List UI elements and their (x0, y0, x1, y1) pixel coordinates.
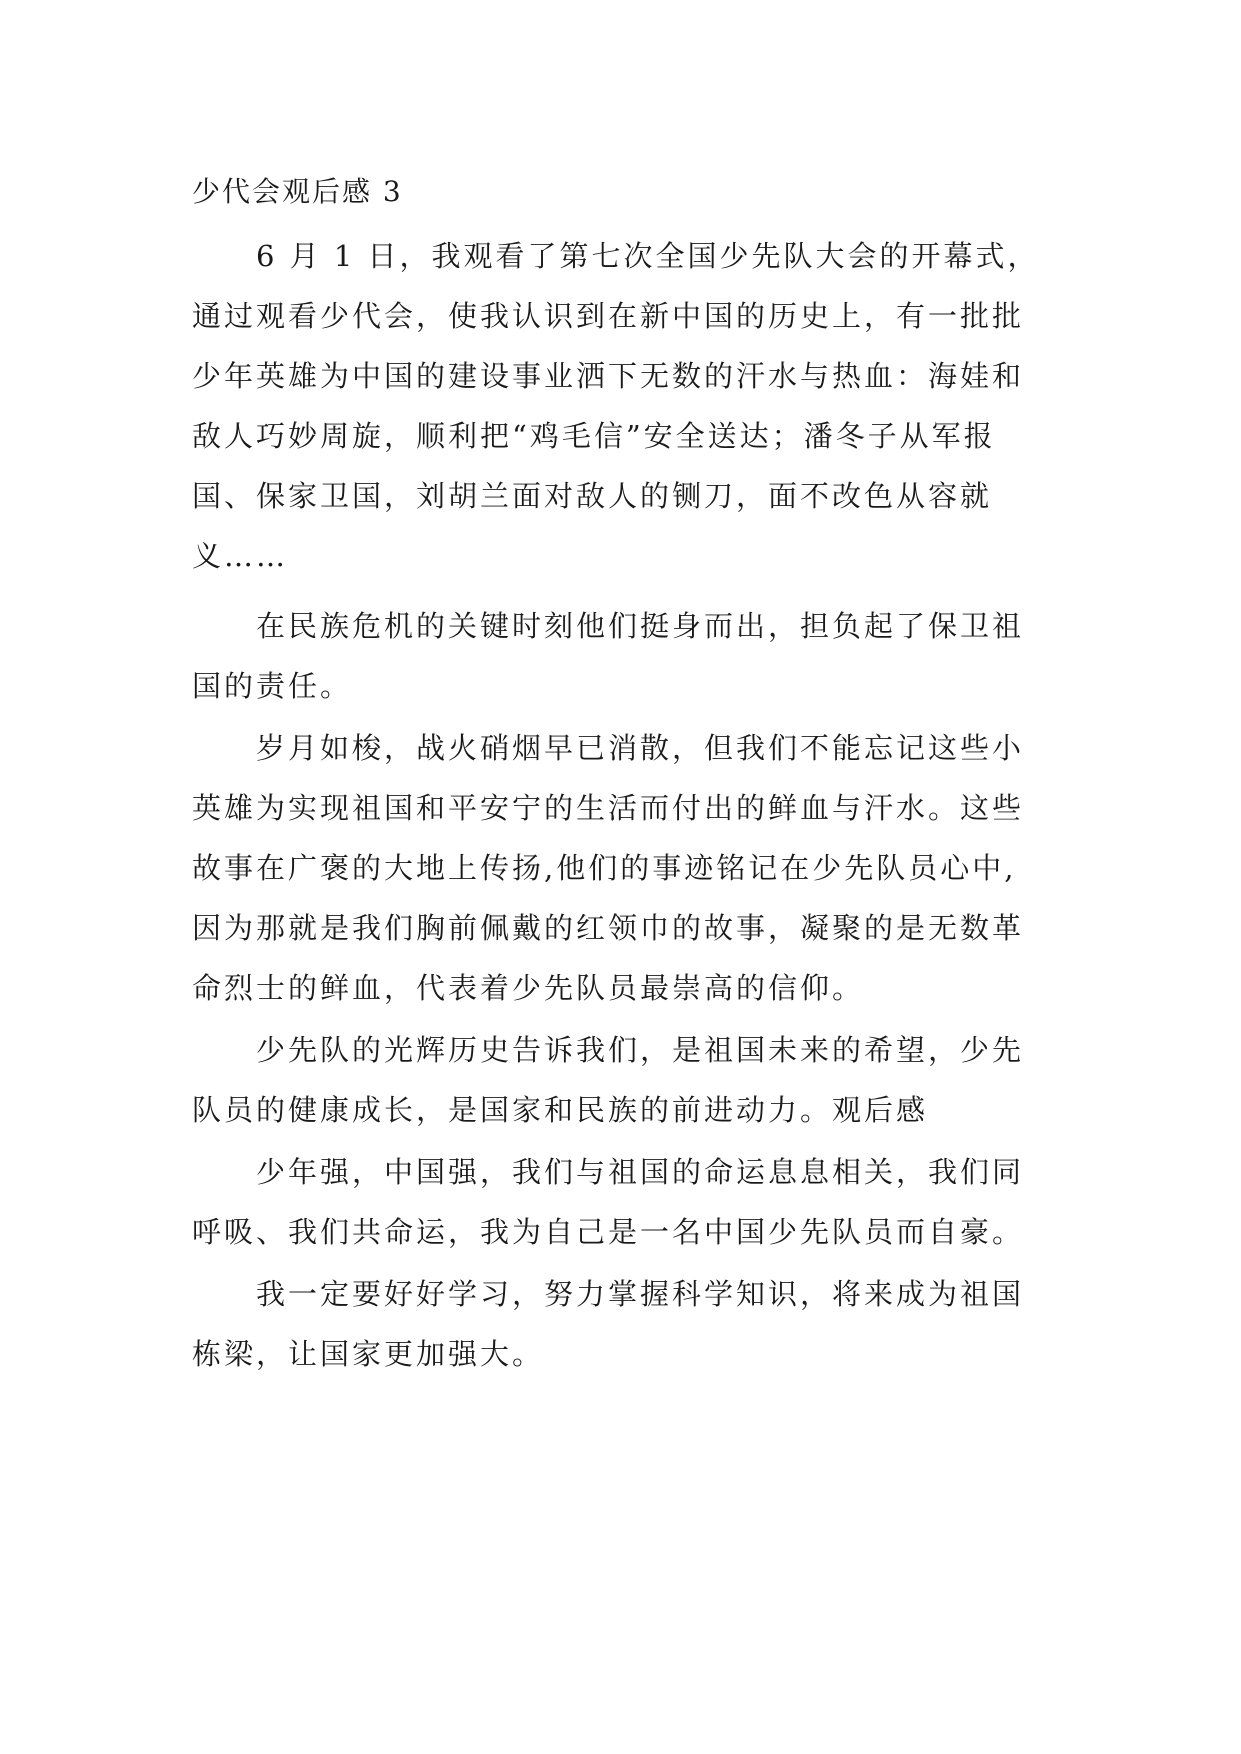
paragraph-line: 6 月 1 日，我观看了第七次全国少先队大会的开幕式， (256, 239, 1040, 273)
paragraph-3 (192, 718, 1052, 1018)
paragraph-1 (192, 226, 1052, 586)
paragraph-line: 栋梁，让国家更加强大。 (192, 1337, 545, 1371)
paragraph-line: 少年强，中国强，我们与祖国的命运息息相关，我们同 (256, 1155, 1025, 1189)
paragraph-line: 英雄为实现祖国和平安宁的生活而付出的鲜血与汗水。这些 (192, 791, 1025, 825)
paragraph-line: 我一定要好好学习，努力掌握科学知识，将来成为祖国 (256, 1277, 1025, 1311)
paragraph-line: 少年英雄为中国的建设事业洒下无数的汗水与热血：海娃和 (192, 359, 1025, 393)
paragraph-line: 在民族危机的关键时刻他们挺身而出，担负起了保卫祖 (256, 609, 1025, 643)
paragraph-line: 少先队的光辉历史告诉我们，是祖国未来的希望，少先 (256, 1033, 1025, 1067)
document-title: 少代会观后感 3 (192, 175, 403, 208)
paragraph-line: 国、保家卫国，刘胡兰面对敌人的铡刀，面不改色从容就 (192, 479, 993, 513)
document-body (192, 160, 1052, 1384)
paragraph-line: 敌人巧妙周旋，顺利把“鸡毛信”安全送达；潘冬子从军报 (192, 419, 996, 453)
paragraph-line: 命烈士的鲜血，代表着少先队员最崇高的信仰。 (192, 971, 865, 1005)
paragraph-line: 队员的健康成长，是国家和民族的前进动力。观后感 (192, 1093, 929, 1127)
paragraph-line: 因为那就是我们胸前佩戴的红领巾的故事，凝聚的是无数革 (192, 911, 1025, 945)
paragraph-line: 通过观看少代会，使我认识到在新中国的历史上，有一批批 (192, 299, 1025, 333)
paragraph-line: 义…… (192, 539, 289, 573)
paragraph-4 (192, 1020, 1052, 1140)
paragraph-6 (192, 1264, 1052, 1384)
paragraph-line: 呼吸、我们共命运，我为自己是一名中国少先队员而自豪。 (192, 1215, 1025, 1249)
paragraph-5 (192, 1142, 1052, 1262)
paragraph-line: 故事在广褒的大地上传扬,他们的事迹铭记在少先队员心中, (192, 851, 1017, 885)
paragraph-2 (192, 596, 1052, 716)
paragraph-line: 岁月如梭，战火硝烟早已消散，但我们不能忘记这些小 (256, 731, 1025, 765)
paragraph-line: 国的责任。 (192, 669, 353, 703)
